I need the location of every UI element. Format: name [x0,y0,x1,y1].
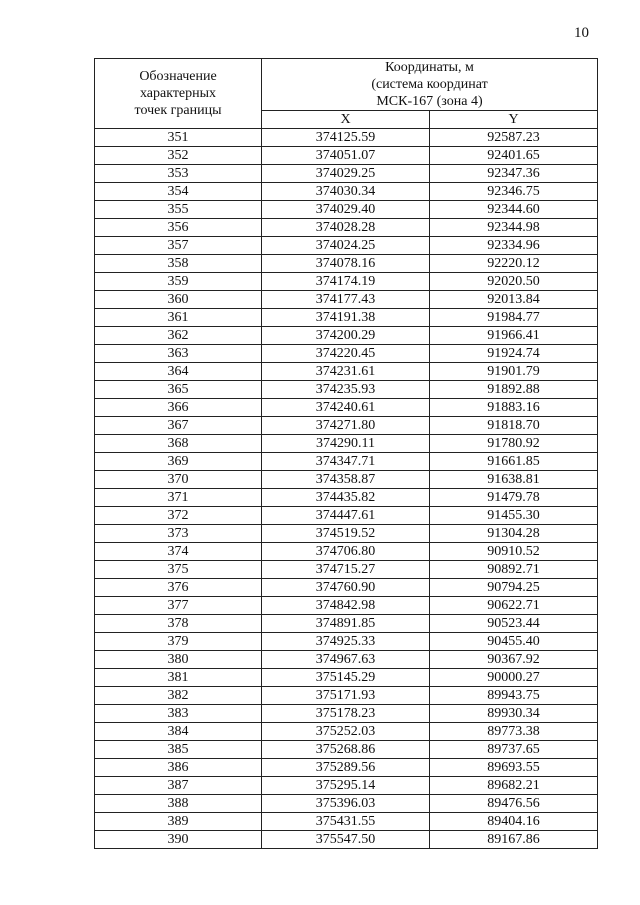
point-label-line: точек границы [134,103,222,118]
y-coordinate-cell: 92401.65 [430,147,598,165]
y-coordinate-cell: 90892.71 [430,561,598,579]
y-coordinate-cell: 91901.79 [430,363,598,381]
table-row [95,327,598,345]
point-number-cell: 357 [95,237,262,255]
table-row [95,579,598,597]
point-number-cell: 370 [95,471,262,489]
x-coordinate-cell: 374925.33 [262,633,430,651]
table-row [95,435,598,453]
table-row [95,309,598,327]
x-coordinate-cell: 374271.80 [262,417,430,435]
point-number-cell: 361 [95,309,262,327]
y-coordinate-cell: 92334.96 [430,237,598,255]
point-number-cell: 389 [95,813,262,831]
y-coordinate-cell: 89737.65 [430,741,598,759]
x-coordinate-cell: 374029.40 [262,201,430,219]
point-number-cell: 363 [95,345,262,363]
table-row [95,669,598,687]
point-number-cell: 387 [95,777,262,795]
y-coordinate-cell: 92587.23 [430,129,598,147]
point-number-cell: 368 [95,435,262,453]
coordinates-header [262,59,598,111]
x-coordinate-cell: 374967.63 [262,651,430,669]
x-coordinate-cell: 375268.86 [262,741,430,759]
point-number-cell: 373 [95,525,262,543]
x-coordinate-cell: 375396.03 [262,795,430,813]
y-coordinate-cell: 91818.70 [430,417,598,435]
table-body [95,129,598,849]
x-coordinate-cell: 375547.50 [262,831,430,849]
x-coordinate-cell: 375145.29 [262,669,430,687]
x-coordinate-cell: 374435.82 [262,489,430,507]
x-coordinate-cell: 374447.61 [262,507,430,525]
table-row [95,345,598,363]
y-coordinate-cell: 91984.77 [430,309,598,327]
table-row [95,417,598,435]
y-coordinate-cell: 92346.75 [430,183,598,201]
point-number-cell: 371 [95,489,262,507]
point-number-cell: 352 [95,147,262,165]
table-row [95,147,598,165]
point-number-cell: 372 [95,507,262,525]
x-coordinate-cell: 374029.25 [262,165,430,183]
point-label-line: характерных [139,86,217,101]
table-row [95,129,598,147]
x-coordinate-cell: 375431.55 [262,813,430,831]
x-coordinate-cell: 374024.25 [262,237,430,255]
point-number-cell: 354 [95,183,262,201]
y-coordinate-cell: 89773.38 [430,723,598,741]
y-coordinate-cell: 92013.84 [430,291,598,309]
table-row [95,651,598,669]
x-coordinate-cell: 374235.93 [262,381,430,399]
x-coordinate-cell: 375252.03 [262,723,430,741]
table-row [95,291,598,309]
point-number-cell: 369 [95,453,262,471]
point-number-cell: 380 [95,651,262,669]
x-coordinate-cell: 374715.27 [262,561,430,579]
y-coordinate-cell: 92220.12 [430,255,598,273]
x-coordinate-cell: 374028.28 [262,219,430,237]
x-coordinate-cell: 375171.93 [262,687,430,705]
point-number-cell: 386 [95,759,262,777]
y-coordinate-cell: 89943.75 [430,687,598,705]
point-number-cell: 385 [95,741,262,759]
y-coordinate-cell: 89167.86 [430,831,598,849]
table-row [95,489,598,507]
x-coordinate-cell: 374231.61 [262,363,430,381]
point-number-cell: 382 [95,687,262,705]
y-coordinate-cell: 90523.44 [430,615,598,633]
y-coordinate-cell: 89404.16 [430,813,598,831]
point-number-cell: 375 [95,561,262,579]
table-row [95,165,598,183]
y-coordinate-cell: 90794.25 [430,579,598,597]
y-column-header: Y [430,111,598,129]
y-coordinate-cell: 91966.41 [430,327,598,345]
table-row [95,507,598,525]
point-label-header [95,59,262,129]
y-coordinate-cell: 91455.30 [430,507,598,525]
y-coordinate-cell: 90910.52 [430,543,598,561]
y-coordinate-cell: 92347.36 [430,165,598,183]
table-row [95,525,598,543]
y-coordinate-cell: 92344.98 [430,219,598,237]
table-row [95,813,598,831]
table-row [95,543,598,561]
coordinates-label-line: Координаты, м [385,60,474,75]
x-coordinate-cell: 374358.87 [262,471,430,489]
y-coordinate-cell: 91924.74 [430,345,598,363]
x-column-header: X [262,111,430,129]
table-row [95,723,598,741]
x-coordinate-cell: 374347.71 [262,453,430,471]
page-number: 10 [574,25,589,41]
point-number-cell: 390 [95,831,262,849]
y-coordinate-cell: 89476.56 [430,795,598,813]
x-coordinate-cell: 374290.11 [262,435,430,453]
x-coordinate-cell: 374760.90 [262,579,430,597]
table-row [95,381,598,399]
x-coordinate-cell: 374220.45 [262,345,430,363]
y-coordinate-cell: 91892.88 [430,381,598,399]
y-coordinate-cell: 91304.28 [430,525,598,543]
table-row [95,615,598,633]
table-row [95,273,598,291]
x-coordinate-cell: 374030.34 [262,183,430,201]
point-number-cell: 383 [95,705,262,723]
table-row [95,687,598,705]
y-coordinate-cell: 91661.85 [430,453,598,471]
y-coordinate-cell: 92020.50 [430,273,598,291]
y-coordinate-cell: 91638.81 [430,471,598,489]
x-coordinate-cell: 375295.14 [262,777,430,795]
point-number-cell: 376 [95,579,262,597]
x-coordinate-cell: 374519.52 [262,525,430,543]
x-coordinate-cell: 374177.43 [262,291,430,309]
y-coordinate-cell: 90455.40 [430,633,598,651]
x-coordinate-cell: 374240.61 [262,399,430,417]
table-row [95,741,598,759]
point-number-cell: 358 [95,255,262,273]
x-coordinate-cell: 375289.56 [262,759,430,777]
coordinates-label-line: МСК-167 (зона 4) [376,94,483,109]
y-coordinate-cell: 90622.71 [430,597,598,615]
y-coordinate-cell: 90000.27 [430,669,598,687]
x-coordinate-cell: 374891.85 [262,615,430,633]
table-row [95,831,598,849]
x-coordinate-cell: 374174.19 [262,273,430,291]
coordinates-table [94,58,598,849]
y-coordinate-cell: 90367.92 [430,651,598,669]
x-coordinate-cell: 374706.80 [262,543,430,561]
point-number-cell: 365 [95,381,262,399]
point-number-cell: 378 [95,615,262,633]
point-number-cell: 359 [95,273,262,291]
point-number-cell: 377 [95,597,262,615]
table-row [95,453,598,471]
y-coordinate-cell: 89693.55 [430,759,598,777]
point-number-cell: 360 [95,291,262,309]
table-row [95,759,598,777]
x-coordinate-cell: 374078.16 [262,255,430,273]
table-row [95,363,598,381]
table-row [95,255,598,273]
point-number-cell: 381 [95,669,262,687]
y-coordinate-cell: 92344.60 [430,201,598,219]
table-row [95,399,598,417]
point-number-cell: 353 [95,165,262,183]
table-row [95,471,598,489]
y-coordinate-cell: 89682.21 [430,777,598,795]
point-number-cell: 367 [95,417,262,435]
point-number-cell: 374 [95,543,262,561]
x-coordinate-cell: 374125.59 [262,129,430,147]
point-number-cell: 388 [95,795,262,813]
point-number-cell: 379 [95,633,262,651]
y-coordinate-cell: 91479.78 [430,489,598,507]
point-number-cell: 384 [95,723,262,741]
y-coordinate-cell: 91883.16 [430,399,598,417]
table-row [95,561,598,579]
table-row [95,777,598,795]
x-coordinate-cell: 374191.38 [262,309,430,327]
point-number-cell: 366 [95,399,262,417]
point-number-cell: 362 [95,327,262,345]
table-row [95,633,598,651]
point-number-cell: 364 [95,363,262,381]
y-coordinate-cell: 89930.34 [430,705,598,723]
table-row [95,219,598,237]
table-row [95,705,598,723]
table-row [95,237,598,255]
table-row [95,795,598,813]
point-number-cell: 351 [95,129,262,147]
point-number-cell: 355 [95,201,262,219]
point-label-line: Обозначение [139,69,217,84]
table-header [95,59,598,129]
table-row [95,183,598,201]
coordinates-label-line: (система координат [371,77,488,92]
x-coordinate-cell: 374842.98 [262,597,430,615]
x-coordinate-cell: 375178.23 [262,705,430,723]
y-coordinate-cell: 91780.92 [430,435,598,453]
x-coordinate-cell: 374200.29 [262,327,430,345]
x-coordinate-cell: 374051.07 [262,147,430,165]
table-row [95,597,598,615]
table-row [95,201,598,219]
point-number-cell: 356 [95,219,262,237]
